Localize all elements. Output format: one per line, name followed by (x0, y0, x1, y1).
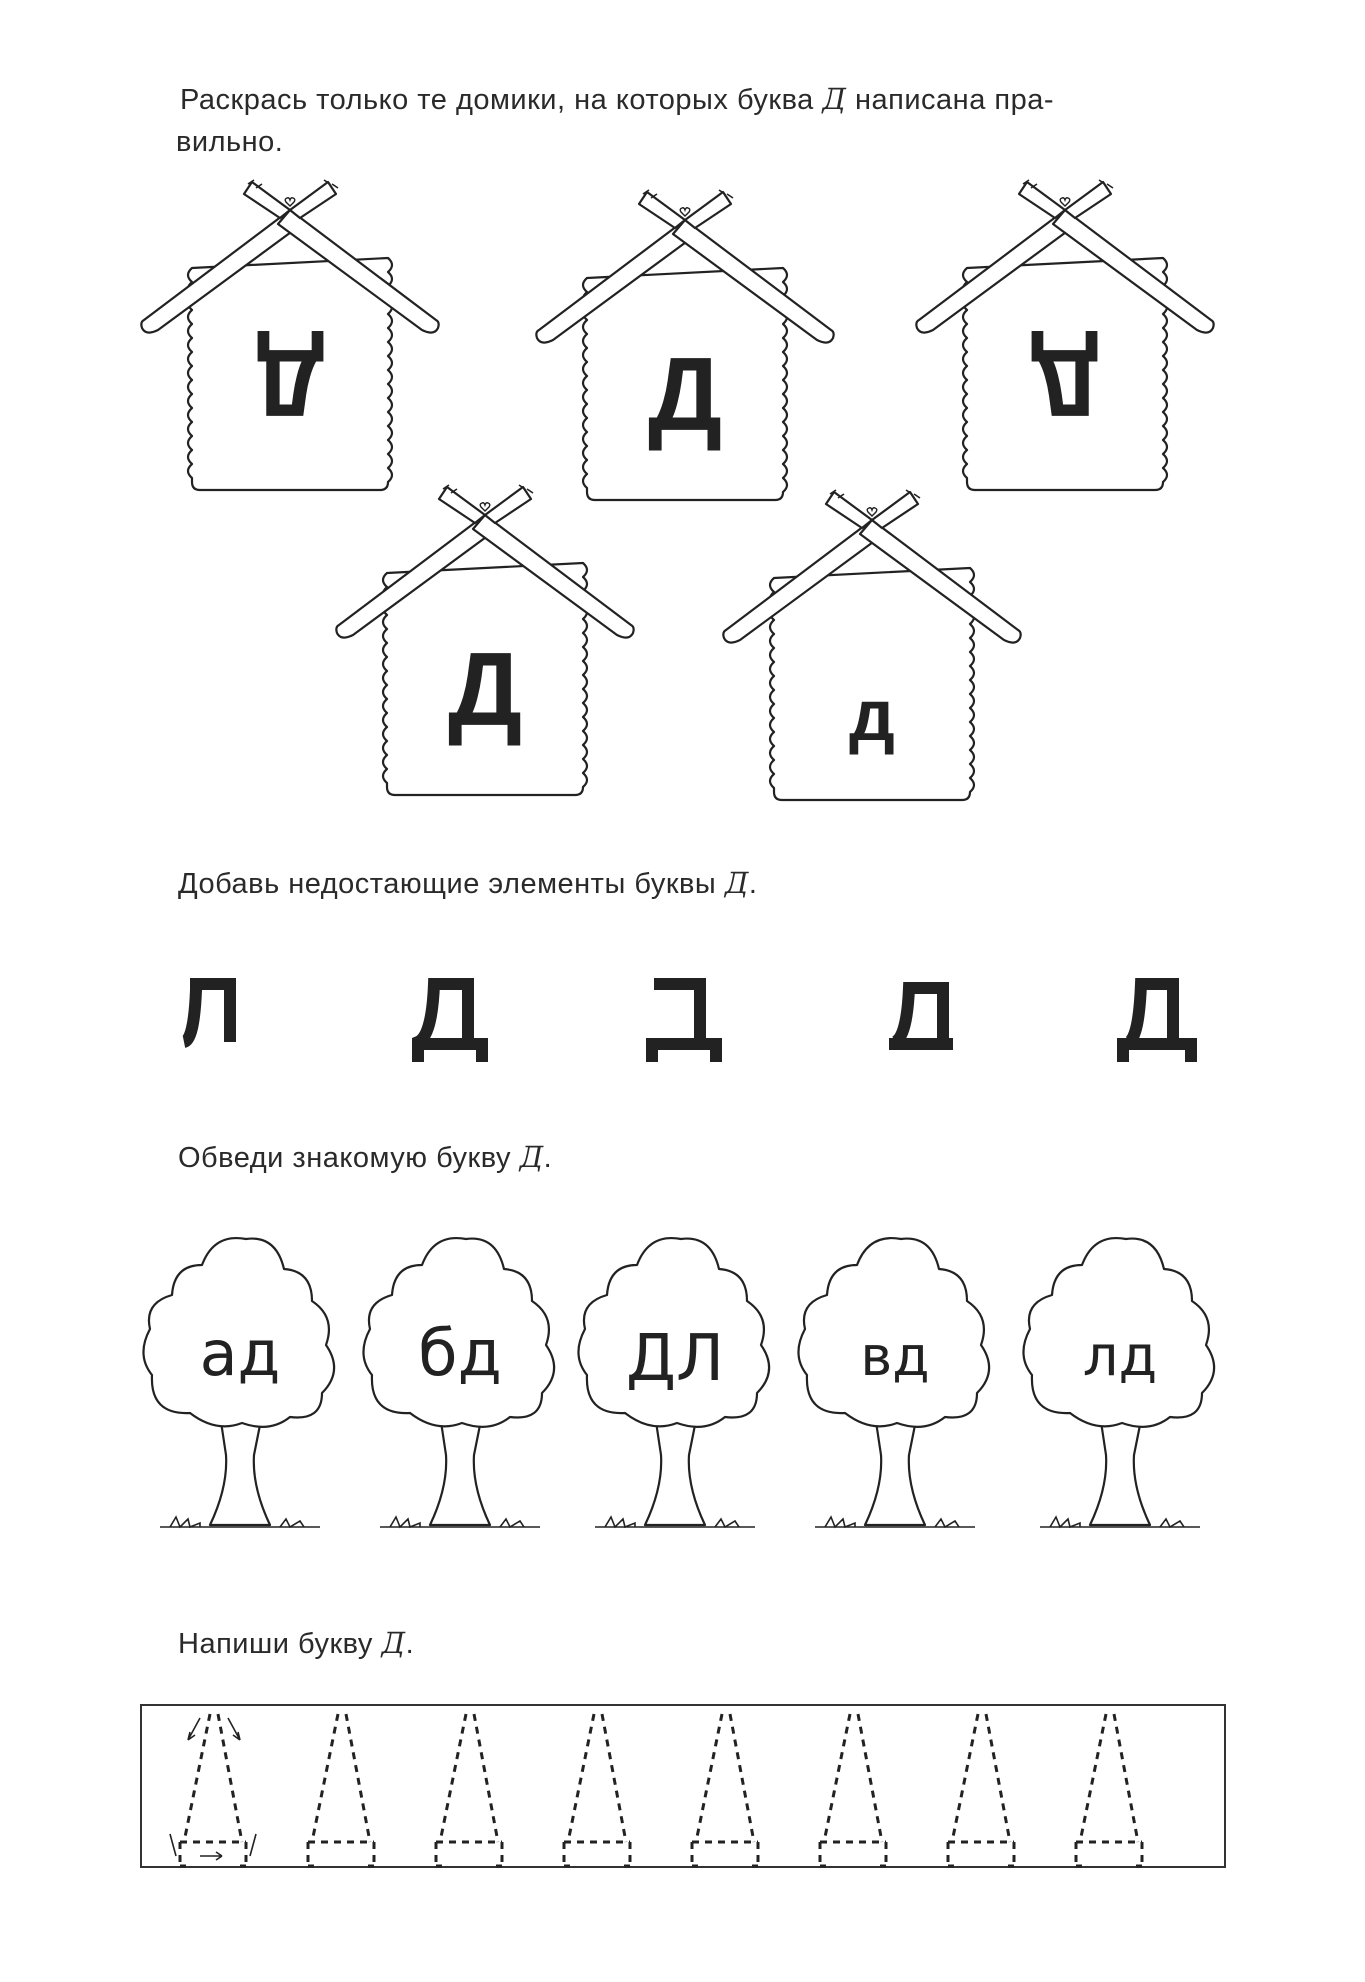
tracing-letter-5[interactable] (692, 1714, 758, 1866)
instruction-write-letter: Напиши букву Д. (178, 1626, 415, 1660)
house-letter: Д (447, 632, 523, 748)
heart-icon (480, 503, 490, 511)
roof-tip-left (826, 492, 872, 528)
fragment-strokes (1123, 984, 1191, 1062)
tree-word: бд (418, 1317, 502, 1391)
tree-word: лд (1082, 1324, 1158, 1389)
roof-tip-right (290, 182, 336, 218)
instruction-letter: Д (519, 1140, 544, 1174)
tree-5[interactable] (1010, 1225, 1230, 1545)
instruction-circle-letter: Обведи знакомую букву Д. (178, 1140, 553, 1174)
tree-word: ад (199, 1317, 281, 1390)
heart-icon (285, 198, 295, 206)
roof-tip-left (639, 192, 685, 228)
instruction-text: Обведи знакомую букву (178, 1142, 520, 1174)
instruction-letter: Д (822, 82, 847, 116)
tree-3[interactable] (565, 1225, 785, 1545)
tracing-letter-1[interactable] (170, 1714, 256, 1866)
tree-1[interactable] (130, 1225, 350, 1545)
dashed-letter (820, 1714, 886, 1866)
letter-fragment-5 (1123, 984, 1191, 1062)
letter-fragment-1 (184, 984, 230, 1042)
house-letter: д (849, 676, 895, 756)
tracing-letter-6[interactable] (820, 1714, 886, 1866)
tree-trunk (865, 1415, 925, 1525)
fragment-strokes (418, 984, 482, 1062)
dashed-letter (1076, 1714, 1142, 1866)
letter-fragment-3 (652, 984, 716, 1062)
roof-tip-left (439, 487, 485, 523)
tree-trunk (430, 1415, 490, 1525)
dashed-letter (308, 1714, 374, 1866)
house-2[interactable] (535, 190, 835, 510)
heart-icon (867, 508, 877, 516)
instruction-letter: Д (724, 866, 749, 900)
tracing-letter-2[interactable] (308, 1714, 374, 1866)
roof-tip-right (1065, 182, 1111, 218)
dashed-letter (436, 1714, 502, 1866)
tracing-letter-3[interactable] (436, 1714, 502, 1866)
dashed-letter (692, 1714, 758, 1866)
house-letter: Д (1030, 329, 1100, 436)
house-5[interactable] (722, 490, 1022, 810)
house-letter: Д (647, 337, 723, 453)
instruction-color-houses (176, 78, 1240, 163)
house-3[interactable] (915, 180, 1215, 500)
roof-tip-right (872, 492, 918, 528)
heart-icon (1060, 198, 1070, 206)
letter-fragment-2 (418, 984, 482, 1062)
tracing-box[interactable] (140, 1704, 1226, 1868)
tracing-letters (142, 1706, 1228, 1870)
instruction-text: Раскрась только те домики, на которых буква (180, 84, 823, 116)
instruction-letter: Д (381, 1626, 406, 1660)
tracing-letter-7[interactable] (948, 1714, 1014, 1866)
instruction-text-line2: вильно. (176, 126, 284, 158)
dashed-letter (564, 1714, 630, 1866)
direction-arrows-icon (170, 1718, 256, 1860)
house-letter: Д (255, 329, 325, 436)
instruction-text-end: написана пра- (846, 84, 1055, 116)
tree-trunk (210, 1415, 270, 1525)
tree-word: ДЛ (625, 1322, 725, 1396)
tracing-letter-8[interactable] (1076, 1714, 1142, 1866)
fragment-strokes (652, 984, 716, 1062)
tree-trunk (645, 1415, 705, 1525)
tracing-letter-4[interactable] (564, 1714, 630, 1866)
tree-4[interactable] (785, 1225, 1005, 1545)
house-1[interactable] (140, 180, 440, 500)
tree-word: вд (860, 1325, 930, 1388)
heart-icon (680, 208, 690, 216)
tree-2[interactable] (350, 1225, 570, 1545)
roof-tip-left (1019, 182, 1065, 218)
instruction-text: Напиши букву (178, 1628, 382, 1660)
instruction-text: Добавь недостающие элементы буквы (178, 868, 725, 900)
letter-fragments-row (0, 970, 1365, 1110)
fragment-strokes (184, 984, 230, 1042)
fragment-strokes (889, 988, 953, 1044)
dashed-letter (948, 1714, 1014, 1866)
house-4[interactable] (335, 485, 635, 805)
letter-fragment-4 (889, 988, 953, 1044)
roof-tip-right (485, 487, 531, 523)
roof-tip-right (685, 192, 731, 228)
roof-tip-left (244, 182, 290, 218)
tree-trunk (1090, 1415, 1150, 1525)
instruction-add-elements: Добавь недостающие элементы буквы Д. (178, 866, 758, 900)
